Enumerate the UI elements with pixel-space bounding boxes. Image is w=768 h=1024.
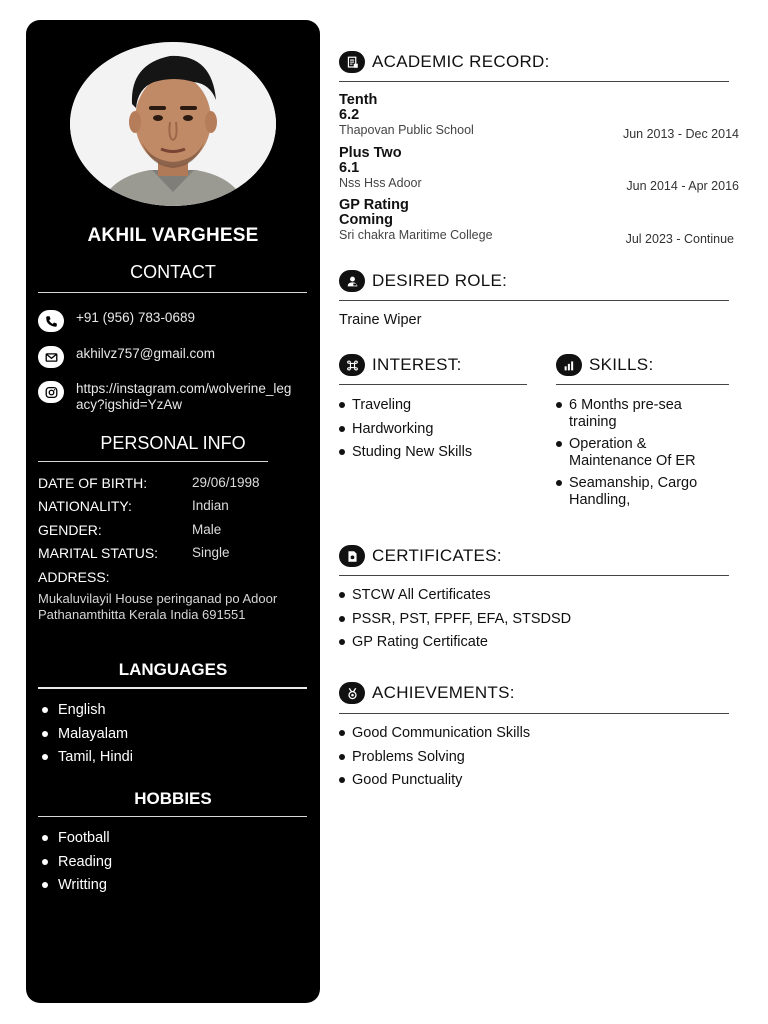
document-icon: [339, 51, 365, 73]
list-item: Seamanship, Cargo Handling,: [556, 475, 728, 509]
academic-entry: [339, 197, 739, 246]
languages-list: [40, 700, 133, 771]
mail-icon: [38, 346, 64, 368]
academic-entry: [339, 92, 739, 141]
bar-chart-icon: [556, 354, 582, 376]
list-item: Reading: [40, 852, 112, 876]
list-item: Studing New Skills: [339, 444, 529, 461]
certificates-heading: CERTIFICATES:: [372, 546, 502, 565]
academic-school: Nss Hss Adoor: [339, 176, 422, 190]
skills-list: [556, 397, 728, 514]
academic-dates: Jun 2014 - Apr 2016: [626, 179, 739, 193]
profile-photo-image: [70, 42, 276, 206]
achievements-divider: [339, 713, 729, 714]
candidate-name: AKHIL VARGHESE: [87, 225, 259, 246]
gender-label: GENDER:: [38, 522, 102, 538]
contact-email[interactable]: akhilvz757@gmail.com: [76, 346, 216, 361]
user-badge-icon: [339, 270, 365, 292]
role-heading-row: [339, 270, 507, 292]
academic-dates: Jun 2013 - Dec 2014: [622, 127, 739, 141]
interest-heading-row: [339, 354, 462, 376]
certificate-icon: [339, 545, 365, 567]
interest-heading: INTEREST:: [372, 355, 462, 374]
marital-label: MARITAL STATUS:: [38, 545, 159, 561]
contact-phone-row: [38, 310, 296, 332]
list-item: STCW All Certificates: [339, 587, 729, 604]
list-item: Writting: [40, 875, 112, 899]
resume-sidebar: [26, 20, 320, 1003]
skills-heading: SKILLS:: [589, 355, 654, 374]
phone-icon: [38, 310, 64, 332]
nationality-label: NATIONALITY:: [38, 498, 132, 514]
nationality-value: Indian: [192, 498, 229, 513]
address-value: Mukaluvilayil House peringanad po Adoor Pathanamthitta Kerala India 691551: [38, 591, 278, 622]
academic-entry: [339, 146, 739, 191]
interest-divider: [339, 384, 527, 385]
list-item: Good Punctuality: [339, 772, 729, 789]
list-item: English: [40, 700, 133, 724]
languages-heading: LANGUAGES: [118, 660, 228, 679]
contact-phone[interactable]: +91 (956) 783-0689: [76, 310, 195, 325]
academic-school: Thapovan Public School: [339, 123, 474, 137]
skills-heading-row: [556, 354, 653, 376]
academic-heading-row: [339, 51, 550, 73]
dob-label: DATE OF BIRTH:: [38, 475, 148, 491]
personal-info-divider: [38, 461, 268, 462]
marital-value: Single: [192, 545, 230, 560]
desired-role-value: Traine Wiper: [339, 312, 422, 328]
achievements-heading-row: [339, 682, 515, 704]
interest-list: [339, 397, 529, 468]
hobbies-divider: [38, 816, 307, 817]
academic-level: GP Rating: [339, 197, 409, 213]
contact-divider: [38, 292, 307, 293]
dob-value: 29/06/1998: [192, 475, 260, 490]
hobbies-list: [40, 828, 112, 899]
contact-heading: CONTACT: [130, 262, 216, 282]
profile-photo: [70, 42, 276, 206]
languages-divider: [38, 687, 307, 689]
academic-school: Sri chakra Maritime College: [339, 228, 493, 242]
academic-dates: Jul 2023 - Continue: [625, 232, 734, 246]
command-icon: [339, 354, 365, 376]
medal-icon: [339, 682, 365, 704]
list-item: Problems Solving: [339, 749, 729, 766]
role-divider: [339, 300, 729, 301]
academic-level: Tenth: [339, 92, 378, 108]
list-item: Football: [40, 828, 112, 852]
list-item: Tamil, Hindi: [40, 747, 133, 771]
academic-level: Plus Two: [339, 145, 402, 161]
achievements-list: [339, 725, 729, 796]
certificates-heading-row: [339, 545, 502, 567]
academic-score: Coming: [339, 212, 393, 228]
academic-heading: ACADEMIC RECORD:: [372, 52, 550, 71]
instagram-icon: [38, 381, 64, 403]
hobbies-heading: HOBBIES: [134, 789, 212, 808]
contact-email-row: [38, 346, 296, 368]
contact-instagram[interactable]: https://instagram.com/wolverine_legacy?igshid=YzAw: [76, 381, 292, 412]
certificates-divider: [339, 575, 729, 576]
list-item: Malayalam: [40, 724, 133, 748]
contact-instagram-row: [38, 381, 296, 413]
certificates-list: [339, 587, 729, 658]
academic-divider: [339, 81, 729, 82]
address-label: ADDRESS:: [38, 569, 110, 585]
skills-divider: [556, 384, 729, 385]
list-item: Traveling: [339, 397, 529, 414]
personal-info-heading: PERSONAL INFO: [100, 433, 246, 453]
achievements-heading: ACHIEVEMENTS:: [372, 683, 515, 702]
gender-value: Male: [192, 522, 222, 537]
list-item: PSSR, PST, FPFF, EFA, STSDSD: [339, 611, 729, 628]
academic-score: 6.1: [339, 160, 360, 176]
list-item: Hardworking: [339, 421, 529, 438]
list-item: Good Communication Skills: [339, 725, 729, 742]
list-item: 6 Months pre-sea training: [556, 397, 728, 431]
role-heading: DESIRED ROLE:: [372, 271, 508, 290]
academic-score: 6.2: [339, 107, 360, 123]
list-item: Operation & Maintenance Of ER: [556, 436, 728, 470]
list-item: GP Rating Certificate: [339, 634, 729, 651]
